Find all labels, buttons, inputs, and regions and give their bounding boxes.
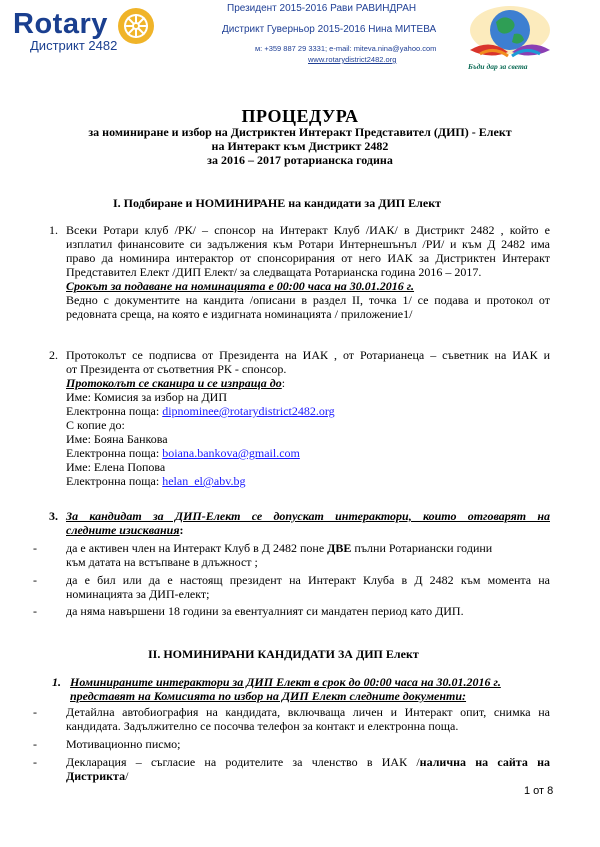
item-2-line: Протоколът се подписва от Президента на ИАК , от Ротарианеца – съветник на ИАК и xyxy=(66,348,550,362)
section-1-heading: I. Подбиране и НОМИНИРАНЕ на кандидати за ДИП Елект xyxy=(113,196,441,210)
document-bold: Дистрикта xyxy=(66,769,126,783)
contact-email-row xyxy=(66,404,335,418)
requirements-colon: : xyxy=(179,523,184,537)
rotary-logo-word: Rotary xyxy=(13,8,108,40)
requirement-item: номинацията за ДИП-елект; xyxy=(66,587,210,601)
item-1-line: Ведно с документите на кандита /описани в раздел II, точка 1/ се подава и протокол от xyxy=(66,293,550,307)
page-number: 1 от 8 xyxy=(524,785,554,797)
item-1-line: изплатил финансовите си задължения към Ротари Интернешънъл /РИ/ и към Д 2482 има xyxy=(66,237,550,251)
contact-name: Име: Комисия за избор на ДИП xyxy=(66,390,227,404)
requirement-bold: ДВЕ xyxy=(327,541,352,555)
requirements-heading: За кандидат за ДИП-Елект се допускат интерактори, които отговарят на xyxy=(66,509,550,523)
email-link-popova[interactable]: helan_el@abv.bg xyxy=(162,474,246,488)
title-subline-1: за номиниране и избор на Дистриктен Интеракт Представител (ДИП) - Елект xyxy=(88,125,512,139)
send-to-heading xyxy=(66,376,285,390)
contact-name: Име: Елена Попова xyxy=(66,460,166,474)
item-2-line: от Президента от съответния РК - спонсор. xyxy=(66,362,287,376)
title-subline-2: на Интеракт към Дистрикт 2482 xyxy=(211,139,389,153)
governor-line: Дистрикт Гуверньор 2015-2016 Нина МИТЕВА xyxy=(222,24,437,35)
document-item: кандидата. Задължително се посочва телефон за контакт и електронна поща. xyxy=(66,719,459,733)
document-item: Мотивационно писмо; xyxy=(66,737,181,751)
bullet-dash: - xyxy=(33,604,37,618)
requirement-text: да е активен член на Интеракт Клуб в Д 2482 поне xyxy=(66,541,328,555)
email-link-commission[interactable]: dipnominee@rotarydistrict2482.org xyxy=(162,404,335,418)
title-subline-3: за 2016 – 2017 ротарианска година xyxy=(207,153,393,167)
send-to-label: Протоколът се сканира и се изпраща до xyxy=(66,376,282,390)
item-1-line: Всеки Ротари клуб /РК/ – спонсор на Интеракт Клуб /ИАК/ в Дистрикт 2482 , който е xyxy=(66,223,550,237)
requirement-item xyxy=(66,541,550,555)
requirements-heading-end xyxy=(66,523,184,537)
document-text: / xyxy=(125,769,129,783)
requirements-heading-text: следните изисквания xyxy=(66,523,180,537)
document-text: Декларация – съгласие на родителите за членство в ИАК / xyxy=(66,755,420,769)
section-2-heading: II. НОМИНИРАНИ КАНДИДАТИ ЗА ДИП Елект xyxy=(148,647,419,661)
bullet-dash: - xyxy=(33,541,37,555)
bullet-dash: - xyxy=(33,573,37,587)
bullet-dash: - xyxy=(33,705,37,719)
requirement-item: да е бил или да е настоящ президент на Интеракт Клуба в Д 2482 към момента на xyxy=(66,573,550,587)
bullet-dash: - xyxy=(33,755,37,769)
motto-text: Бъди дар за света xyxy=(468,62,528,71)
section-2-item-number: 1. xyxy=(52,675,61,689)
contact-name: Име: Бояна Банкова xyxy=(66,432,168,446)
bullet-dash: - xyxy=(33,737,37,751)
rotary-wheel-icon xyxy=(116,6,156,46)
item-1-number: 1. xyxy=(49,223,58,237)
cc-label: С копие до: xyxy=(66,418,125,432)
requirement-text: пълни Ротариански години xyxy=(351,541,493,555)
document-item: Детайлна автобиография на кандидата, включваща личен и Интеракт опит, снимка на xyxy=(66,705,550,719)
website-link[interactable]: www.rotarydistrict2482.org xyxy=(308,55,397,64)
contact-email-row xyxy=(66,474,245,488)
document-item xyxy=(66,755,550,769)
contact-email-row xyxy=(66,446,300,460)
item-1-line: Представител Елект /ДИП Елект/ за следващата Ротарианска година 2016 – 2017. xyxy=(66,265,482,279)
email-label: Електронна поща: xyxy=(66,446,163,460)
nomination-deadline: Срокът за подаване на номинацията е 00:00 часа на 30.01.2016 г. xyxy=(66,279,415,293)
item-3-number: 3. xyxy=(49,509,58,523)
documents-heading: Номинираните интерактори за ДИП Елект в срок до 00:00 часа на 30.01.2016 г. xyxy=(70,675,501,689)
document-bold: налична на сайта на xyxy=(419,755,550,769)
rotary-district-label: Дистрикт 2482 xyxy=(30,38,118,53)
item-1-line: право да номинира интерактор от спонсорирания от него ИАК за Дистриктен Интеракт xyxy=(66,251,550,265)
document-title: ПРОЦЕДУРА xyxy=(241,106,359,126)
email-label: Електронна поща: xyxy=(66,474,163,488)
documents-heading: представят на Комисията по избор на ДИП Елект следните документи: xyxy=(70,689,467,703)
requirement-item: да няма навършени 18 години за евентуалният си мандатен период като ДИП. xyxy=(66,604,464,618)
requirement-item: към датата на встъпване в длъжност ; xyxy=(66,555,258,569)
document-item xyxy=(66,769,128,783)
email-label: Електронна поща: xyxy=(66,404,163,418)
contact-line: м: +359 887 29 3331; e-mail: miteva.nina@yahoo.com xyxy=(255,44,437,53)
send-to-colon: : xyxy=(281,376,286,390)
item-1-line: редовната среща, на която е издигната номинацията / приложение1/ xyxy=(66,307,413,321)
president-line: Президент 2015-2016 Рави РАВИНДРАН xyxy=(227,3,417,14)
item-2-number: 2. xyxy=(49,348,58,362)
email-link-bankova[interactable]: boiana.bankova@gmail.com xyxy=(162,446,300,460)
